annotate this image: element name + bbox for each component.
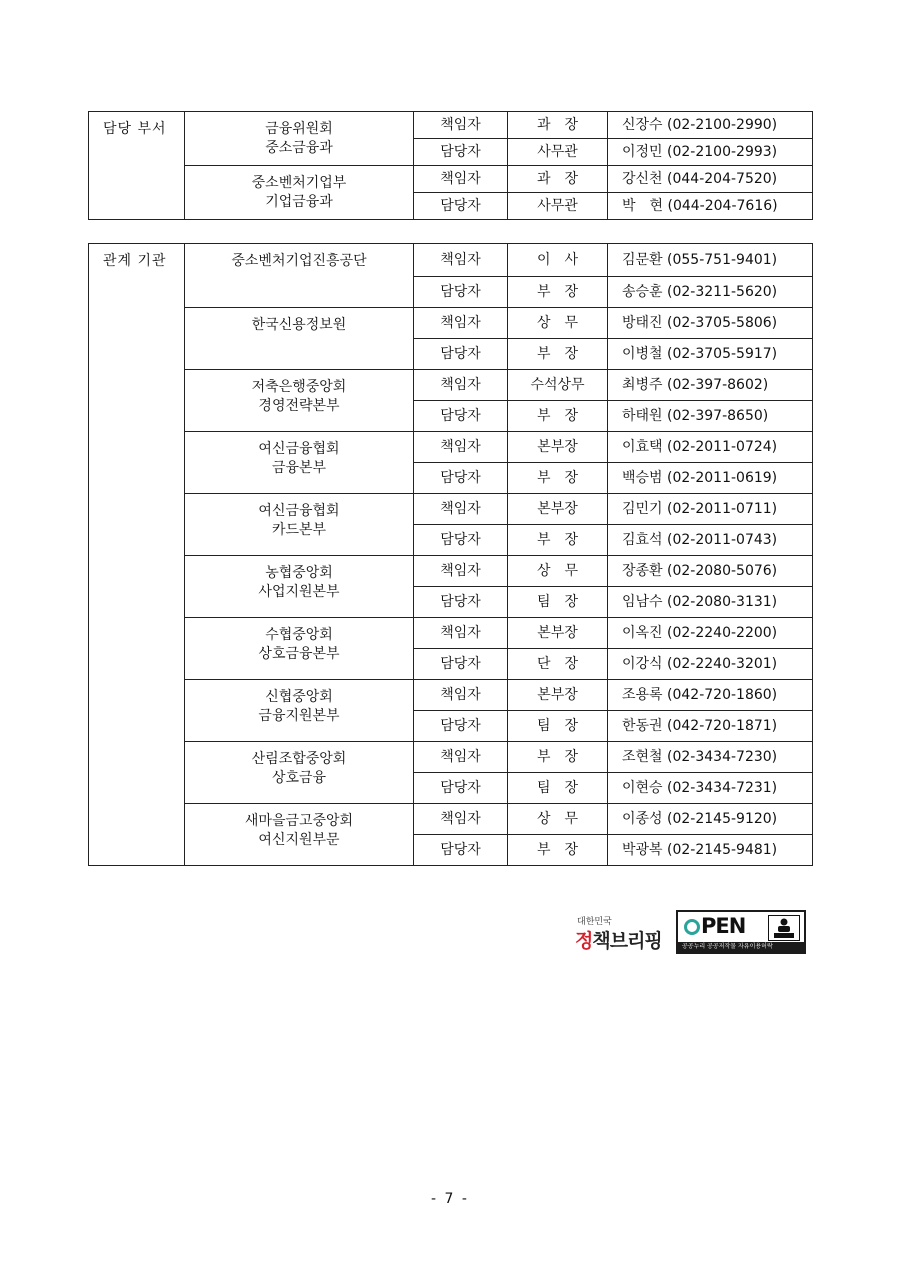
contact-role: 담당자	[414, 835, 508, 866]
contact-role: 책임자	[414, 166, 508, 193]
contact-name-phone: 이옥진 (02-2240-2200)	[608, 618, 813, 649]
position-title: 팀 장	[508, 587, 608, 618]
position-title: 사무관	[508, 139, 608, 166]
position-title: 본부장	[508, 494, 608, 525]
organization-name: 신협중앙회 금융지원본부	[185, 680, 414, 742]
contact-role: 책임자	[414, 432, 508, 463]
contact-name-phone: 이현승 (02-3434-7231)	[608, 773, 813, 804]
table-row	[89, 742, 813, 773]
contact-role: 담당자	[414, 773, 508, 804]
contact-name-phone: 이종성 (02-2145-9120)	[608, 804, 813, 835]
position-title: 과 장	[508, 166, 608, 193]
contact-role: 책임자	[414, 680, 508, 711]
position-title: 부 장	[508, 463, 608, 494]
table-row	[89, 432, 813, 463]
contact-role: 책임자	[414, 244, 508, 277]
position-title: 부 장	[508, 525, 608, 556]
contact-name-phone: 이강식 (02-2240-3201)	[608, 649, 813, 680]
position-title: 팀 장	[508, 773, 608, 804]
policy-briefing-logo-rest: 책브리핑	[592, 930, 662, 952]
table-row	[89, 166, 813, 193]
contact-name-phone: 하태원 (02-397-8650)	[608, 401, 813, 432]
organization-name: 여신금융협회 카드본부	[185, 494, 414, 556]
position-title: 단 장	[508, 649, 608, 680]
contact-role: 담당자	[414, 193, 508, 220]
contact-role: 책임자	[414, 742, 508, 773]
contact-name-phone: 신장수 (02-2100-2990)	[608, 112, 813, 139]
contact-name-phone: 방태진 (02-3705-5806)	[608, 308, 813, 339]
table-row	[89, 556, 813, 587]
policy-briefing-logo-red: 정	[575, 930, 593, 952]
organization-name: 여신금융협회 금융본부	[185, 432, 414, 494]
organization-name: 농협중앙회 사업지원본부	[185, 556, 414, 618]
organization-name: 수협중앙회 상호금융본부	[185, 618, 414, 680]
open-license-bar: 공공누리 공공저작물 자유이용허락	[678, 942, 804, 952]
position-title: 본부장	[508, 432, 608, 463]
table-row	[89, 370, 813, 401]
contact-role: 책임자	[414, 804, 508, 835]
institution-contact-table	[88, 243, 813, 866]
contact-name-phone: 김효석 (02-2011-0743)	[608, 525, 813, 556]
contact-name-phone: 강신천 (044-204-7520)	[608, 166, 813, 193]
position-title: 부 장	[508, 742, 608, 773]
organization-name: 금융위원회 중소금융과	[185, 112, 414, 166]
table-row	[89, 494, 813, 525]
kogl-open-license-badge	[676, 910, 806, 954]
position-title: 부 장	[508, 401, 608, 432]
position-title: 과 장	[508, 112, 608, 139]
table-row	[89, 618, 813, 649]
contact-role: 책임자	[414, 308, 508, 339]
position-title: 본부장	[508, 618, 608, 649]
contact-role: 책임자	[414, 556, 508, 587]
contact-role: 담당자	[414, 463, 508, 494]
position-title: 사무관	[508, 193, 608, 220]
contact-name-phone: 조용록 (042-720-1860)	[608, 680, 813, 711]
attribution-person-icon	[768, 915, 800, 941]
contact-role: 담당자	[414, 277, 508, 308]
open-license-label: PEN	[701, 914, 746, 938]
table-row	[89, 804, 813, 835]
contact-name-phone: 이효택 (02-2011-0724)	[608, 432, 813, 463]
position-title: 팀 장	[508, 711, 608, 742]
contact-name-phone: 김문환 (055-751-9401)	[608, 244, 813, 277]
contact-name-phone: 한동권 (042-720-1871)	[608, 711, 813, 742]
policy-briefing-logo-text	[575, 926, 662, 953]
position-title: 부 장	[508, 339, 608, 370]
contact-role: 책임자	[414, 112, 508, 139]
contact-role: 책임자	[414, 370, 508, 401]
organization-name: 중소벤처기업진흥공단	[185, 244, 414, 308]
policy-briefing-logo-caption: 대한민국	[577, 917, 612, 927]
department-contact-table	[88, 111, 813, 220]
contact-role: 담당자	[414, 401, 508, 432]
category-label: 담당 부서	[89, 112, 185, 220]
position-title: 이 사	[508, 244, 608, 277]
contact-name-phone: 백승범 (02-2011-0619)	[608, 463, 813, 494]
organization-name: 한국신용정보원	[185, 308, 414, 370]
contact-role: 담당자	[414, 711, 508, 742]
contact-role: 담당자	[414, 525, 508, 556]
contact-name-phone: 임남수 (02-2080-3131)	[608, 587, 813, 618]
page-number: - 7 -	[431, 1191, 469, 1207]
position-title: 부 장	[508, 835, 608, 866]
contact-name-phone: 이정민 (02-2100-2993)	[608, 139, 813, 166]
table-row	[89, 308, 813, 339]
position-title: 수석상무	[508, 370, 608, 401]
organization-name: 저축은행중앙회 경영전략본부	[185, 370, 414, 432]
contact-name-phone: 조현철 (02-3434-7230)	[608, 742, 813, 773]
contact-name-phone: 이병철 (02-3705-5917)	[608, 339, 813, 370]
contact-role: 담당자	[414, 139, 508, 166]
contact-name-phone: 장종환 (02-2080-5076)	[608, 556, 813, 587]
contact-name-phone: 김민기 (02-2011-0711)	[608, 494, 813, 525]
organization-name: 산림조합중앙회 상호금융	[185, 742, 414, 804]
footer-logos	[575, 910, 807, 956]
organization-name: 중소벤처기업부 기업금융과	[185, 166, 414, 220]
policy-briefing-logo	[575, 914, 671, 956]
contact-name-phone: 박 현 (044-204-7616)	[608, 193, 813, 220]
contact-name-phone: 박광복 (02-2145-9481)	[608, 835, 813, 866]
open-license-text	[684, 914, 745, 938]
position-title: 본부장	[508, 680, 608, 711]
position-title: 상 무	[508, 804, 608, 835]
table-row	[89, 244, 813, 277]
open-ring-icon	[684, 919, 700, 935]
table-row	[89, 680, 813, 711]
position-title: 부 장	[508, 277, 608, 308]
table-row	[89, 112, 813, 139]
contact-role: 담당자	[414, 587, 508, 618]
contact-name-phone: 송승훈 (02-3211-5620)	[608, 277, 813, 308]
position-title: 상 무	[508, 308, 608, 339]
contact-role: 책임자	[414, 494, 508, 525]
contact-role: 담당자	[414, 649, 508, 680]
category-label: 관계 기관	[89, 244, 185, 866]
contact-role: 책임자	[414, 618, 508, 649]
contact-name-phone: 최병주 (02-397-8602)	[608, 370, 813, 401]
organization-name: 새마을금고중앙회 여신지원부문	[185, 804, 414, 866]
contact-role: 담당자	[414, 339, 508, 370]
position-title: 상 무	[508, 556, 608, 587]
